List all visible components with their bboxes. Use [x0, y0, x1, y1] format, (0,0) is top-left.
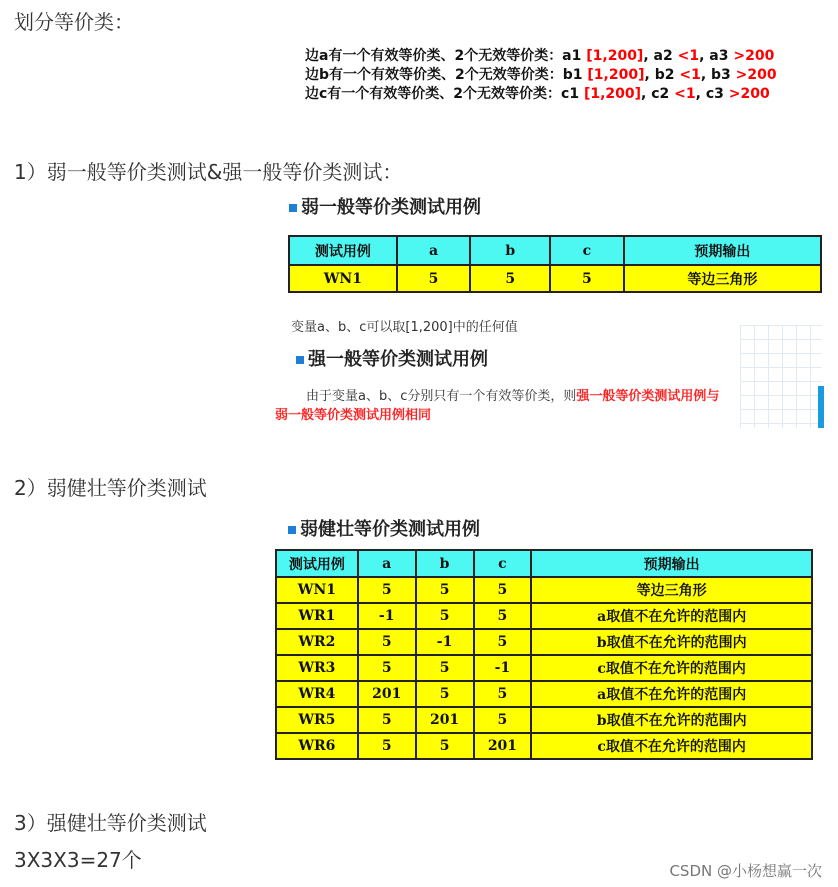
partition-heading: 划分等价类：	[14, 10, 134, 34]
section-1-heading: 1）弱一般等价类测试&强一般等价类测试：	[14, 160, 403, 184]
table-row	[276, 577, 812, 603]
table-cell: 5	[474, 603, 532, 629]
header-cell: a	[358, 550, 416, 577]
table-cell: WR1	[276, 603, 358, 629]
table-cell: WR2	[276, 629, 358, 655]
table-cell: -1	[474, 655, 532, 681]
table-cell: 5	[416, 603, 474, 629]
table-cell: WR3	[276, 655, 358, 681]
table-row	[276, 733, 812, 759]
table-cell: b取值不在允许的范围内	[531, 629, 812, 655]
table-cell: a取值不在允许的范围内	[531, 681, 812, 707]
table-header-row	[289, 236, 821, 265]
table-cell: 201	[474, 733, 532, 759]
csdn-watermark: CSDN @小杨想赢一次	[669, 862, 822, 880]
weak-normal-note: 变量a、b、c可以取[1,200]中的任何值	[291, 320, 518, 335]
count-text: 3X3X3=27个	[14, 848, 142, 872]
table-cell: 5	[416, 655, 474, 681]
table-header-row	[276, 550, 812, 577]
table-cell: 5	[470, 265, 550, 292]
equiv-class-line-a: 边a有一个有效等价类、2个无效等价类：a1 [1,200], a2 <1, a3 >200	[305, 48, 775, 64]
table-cell: a取值不在允许的范围内	[531, 603, 812, 629]
weak-robust-table	[275, 549, 813, 760]
bullet-icon	[288, 526, 296, 534]
table-cell: 5	[474, 629, 532, 655]
table-cell: -1	[416, 629, 474, 655]
table-cell: WN1	[276, 577, 358, 603]
table-cell: 5	[474, 681, 532, 707]
header-cell: c	[550, 236, 624, 265]
strong-normal-note-line1: 由于变量a、b、c分别只有一个有效等价类，则强一般等价类测试用例与	[306, 389, 720, 404]
bullet-icon	[296, 356, 304, 364]
table-cell: 5	[550, 265, 624, 292]
table-cell: WR6	[276, 733, 358, 759]
table-cell: 201	[416, 707, 474, 733]
table-row	[276, 629, 812, 655]
equiv-class-line-b: 边b有一个有效等价类、2个无效等价类：b1 [1,200], b2 <1, b3 >200	[305, 67, 777, 83]
table-cell: 5	[358, 733, 416, 759]
table-cell: b取值不在允许的范围内	[531, 707, 812, 733]
strong-normal-title: 强一般等价类测试用例	[296, 345, 488, 371]
table-cell: 5	[358, 655, 416, 681]
table-cell: WN1	[289, 265, 397, 292]
table-cell: 5	[474, 577, 532, 603]
table-cell: 5	[358, 629, 416, 655]
table-cell: 5	[397, 265, 471, 292]
strong-normal-note-line2: 弱一般等价类测试用例相同	[275, 408, 432, 423]
table-cell: 5	[416, 681, 474, 707]
table-cell: 201	[358, 681, 416, 707]
table-cell: 5	[474, 707, 532, 733]
table-row	[276, 707, 812, 733]
table-cell: -1	[358, 603, 416, 629]
weak-robust-title: 弱健壮等价类测试用例	[288, 515, 480, 541]
header-cell: 预期输出	[531, 550, 812, 577]
weak-normal-table	[288, 235, 822, 293]
table-cell: 5	[358, 707, 416, 733]
grid-decoration	[740, 325, 822, 428]
equivalence-class-list	[305, 47, 777, 104]
table-cell: c取值不在允许的范围内	[531, 733, 812, 759]
header-cell: b	[416, 550, 474, 577]
table-cell: 等边三角形	[624, 265, 821, 292]
bullet-icon	[289, 204, 297, 212]
header-cell: c	[474, 550, 532, 577]
table-cell: c取值不在允许的范围内	[531, 655, 812, 681]
table-cell: 等边三角形	[531, 577, 812, 603]
table-cell: 5	[416, 577, 474, 603]
section-2-heading: 2）弱健壮等价类测试	[14, 476, 207, 500]
table-row	[289, 265, 821, 292]
table-row	[276, 655, 812, 681]
header-cell: 预期输出	[624, 236, 821, 265]
equiv-class-line-c: 边c有一个有效等价类、2个无效等价类：c1 [1,200], c2 <1, c3 >200	[305, 86, 770, 102]
table-cell: 5	[358, 577, 416, 603]
table-row	[276, 681, 812, 707]
table-cell: WR4	[276, 681, 358, 707]
section-3-heading: 3）强健壮等价类测试	[14, 811, 207, 835]
table-cell: 5	[416, 733, 474, 759]
weak-normal-title: 弱一般等价类测试用例	[289, 193, 481, 219]
table-row	[276, 603, 812, 629]
header-cell: b	[470, 236, 550, 265]
blue-accent-bar	[818, 386, 824, 428]
table-cell: WR5	[276, 707, 358, 733]
header-cell: 测试用例	[289, 236, 397, 265]
header-cell: 测试用例	[276, 550, 358, 577]
header-cell: a	[397, 236, 471, 265]
